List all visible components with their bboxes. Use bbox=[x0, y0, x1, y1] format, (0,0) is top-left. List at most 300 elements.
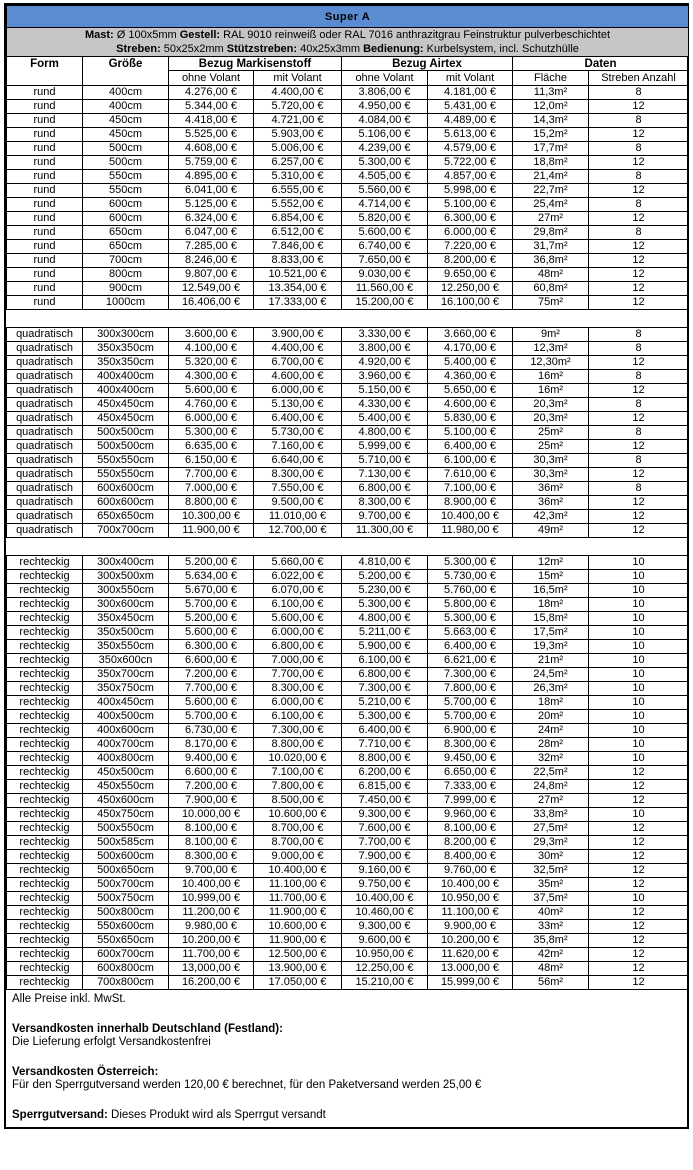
markisenstoff-ohne-volant-cell: 5.700,00 € bbox=[169, 710, 254, 724]
markisenstoff-ohne-volant-cell: 9.807,00 € bbox=[169, 268, 254, 282]
size-cell: 800cm bbox=[83, 268, 169, 282]
column-group-markisenstoff: Bezug Markisenstoff bbox=[169, 57, 342, 71]
airtex-ohne-volant-cell: 4.239,00 € bbox=[342, 142, 428, 156]
markisenstoff-mit-volant-cell: 17.050,00 € bbox=[254, 976, 342, 990]
streben-anzahl-cell: 12 bbox=[589, 212, 689, 226]
streben-anzahl-cell: 12 bbox=[589, 156, 689, 170]
table-row bbox=[7, 384, 689, 398]
airtex-ohne-volant-cell: 7.700,00 € bbox=[342, 836, 428, 850]
streben-anzahl-cell: 8 bbox=[589, 328, 689, 342]
size-cell: 700cm bbox=[83, 254, 169, 268]
airtex-mit-volant-cell: 6.900,00 € bbox=[428, 724, 513, 738]
airtex-mit-volant-cell: 7.610,00 € bbox=[428, 468, 513, 482]
flaeche-cell: 11,3m² bbox=[513, 86, 589, 100]
airtex-mit-volant-cell: 10.400,00 € bbox=[428, 878, 513, 892]
flaeche-cell: 16m² bbox=[513, 370, 589, 384]
streben-anzahl-cell: 12 bbox=[589, 282, 689, 296]
section-gap-row bbox=[7, 538, 689, 556]
airtex-ohne-volant-cell: 9.030,00 € bbox=[342, 268, 428, 282]
markisenstoff-mit-volant-cell: 10.400,00 € bbox=[254, 864, 342, 878]
size-cell: 700x700cm bbox=[83, 524, 169, 538]
size-cell: 450x500cm bbox=[83, 766, 169, 780]
table-row bbox=[7, 962, 689, 976]
size-cell: 300x550cm bbox=[83, 584, 169, 598]
airtex-mit-volant-cell: 6.000,00 € bbox=[428, 226, 513, 240]
airtex-ohne-volant-cell: 4.084,00 € bbox=[342, 114, 428, 128]
airtex-mit-volant-cell: 5.998,00 € bbox=[428, 184, 513, 198]
airtex-mit-volant-cell: 5.663,00 € bbox=[428, 626, 513, 640]
markisenstoff-ohne-volant-cell: 7.000,00 € bbox=[169, 482, 254, 496]
form-cell: quadratisch bbox=[7, 384, 83, 398]
form-cell: rechteckig bbox=[7, 668, 83, 682]
airtex-ohne-volant-cell: 5.211,00 € bbox=[342, 626, 428, 640]
flaeche-cell: 24,8m² bbox=[513, 780, 589, 794]
markisenstoff-mit-volant-cell: 4.400,00 € bbox=[254, 86, 342, 100]
table-row bbox=[7, 934, 689, 948]
airtex-mit-volant-cell: 15.999,00 € bbox=[428, 976, 513, 990]
table-row bbox=[7, 794, 689, 808]
flaeche-cell: 12,3m² bbox=[513, 342, 589, 356]
markisenstoff-ohne-volant-cell: 4.895,00 € bbox=[169, 170, 254, 184]
markisenstoff-ohne-volant-cell: 7.700,00 € bbox=[169, 682, 254, 696]
flaeche-cell: 31,7m² bbox=[513, 240, 589, 254]
streben-anzahl-cell: 10 bbox=[589, 682, 689, 696]
streben-anzahl-cell: 12 bbox=[589, 780, 689, 794]
size-cell: 500x750cm bbox=[83, 892, 169, 906]
markisenstoff-mit-volant-cell: 11.900,00 € bbox=[254, 906, 342, 920]
form-cell: rechteckig bbox=[7, 570, 83, 584]
flaeche-cell: 15,8m² bbox=[513, 612, 589, 626]
airtex-mit-volant-cell: 5.300,00 € bbox=[428, 556, 513, 570]
form-cell: quadratisch bbox=[7, 426, 83, 440]
form-cell: rechteckig bbox=[7, 640, 83, 654]
column-group-airtex: Bezug Airtex bbox=[342, 57, 513, 71]
airtex-ohne-volant-cell: 5.400,00 € bbox=[342, 412, 428, 426]
flaeche-cell: 49m² bbox=[513, 524, 589, 538]
streben-anzahl-cell: 12 bbox=[589, 100, 689, 114]
markisenstoff-mit-volant-cell: 13.900,00 € bbox=[254, 962, 342, 976]
streben-anzahl-cell: 12 bbox=[589, 510, 689, 524]
airtex-mit-volant-cell: 6.650,00 € bbox=[428, 766, 513, 780]
form-cell: rechteckig bbox=[7, 556, 83, 570]
markisenstoff-ohne-volant-cell: 8.300,00 € bbox=[169, 850, 254, 864]
size-cell: 900cm bbox=[83, 282, 169, 296]
airtex-ohne-volant-cell: 9.700,00 € bbox=[342, 510, 428, 524]
airtex-mit-volant-cell: 9.760,00 € bbox=[428, 864, 513, 878]
airtex-mit-volant-cell: 5.431,00 € bbox=[428, 100, 513, 114]
size-cell: 300x300cm bbox=[83, 328, 169, 342]
flaeche-cell: 32,5m² bbox=[513, 864, 589, 878]
airtex-mit-volant-cell: 7.300,00 € bbox=[428, 668, 513, 682]
airtex-ohne-volant-cell: 5.999,00 € bbox=[342, 440, 428, 454]
table-row bbox=[7, 780, 689, 794]
flaeche-cell: 25m² bbox=[513, 426, 589, 440]
flaeche-cell: 33,8m² bbox=[513, 808, 589, 822]
form-cell: rechteckig bbox=[7, 892, 83, 906]
airtex-ohne-volant-cell: 10.460,00 € bbox=[342, 906, 428, 920]
table-row bbox=[7, 142, 689, 156]
airtex-ohne-volant-cell: 9.160,00 € bbox=[342, 864, 428, 878]
airtex-ohne-volant-cell: 8.800,00 € bbox=[342, 752, 428, 766]
flaeche-cell: 35m² bbox=[513, 878, 589, 892]
flaeche-cell: 24,5m² bbox=[513, 668, 589, 682]
airtex-ohne-volant-cell: 9.300,00 € bbox=[342, 920, 428, 934]
markisenstoff-mit-volant-cell: 12.500,00 € bbox=[254, 948, 342, 962]
airtex-ohne-volant-cell: 6.400,00 € bbox=[342, 724, 428, 738]
form-cell: quadratisch bbox=[7, 342, 83, 356]
markisenstoff-mit-volant-cell: 11.100,00 € bbox=[254, 878, 342, 892]
markisenstoff-mit-volant-cell: 6.070,00 € bbox=[254, 584, 342, 598]
table-row bbox=[7, 570, 689, 584]
table-row bbox=[7, 976, 689, 990]
markisenstoff-mit-volant-cell: 7.550,00 € bbox=[254, 482, 342, 496]
flaeche-cell: 75m² bbox=[513, 296, 589, 310]
markisenstoff-ohne-volant-cell: 11.900,00 € bbox=[169, 524, 254, 538]
size-cell: 650cm bbox=[83, 240, 169, 254]
markisenstoff-ohne-volant-cell: 7.200,00 € bbox=[169, 780, 254, 794]
size-cell: 500x500cm bbox=[83, 426, 169, 440]
markisenstoff-ohne-volant-cell: 6.041,00 € bbox=[169, 184, 254, 198]
flaeche-cell: 12,30m² bbox=[513, 356, 589, 370]
form-cell: rechteckig bbox=[7, 584, 83, 598]
table-row bbox=[7, 836, 689, 850]
table-row bbox=[7, 356, 689, 370]
markisenstoff-ohne-volant-cell: 3.600,00 € bbox=[169, 328, 254, 342]
size-cell: 600x600cm bbox=[83, 496, 169, 510]
airtex-ohne-volant-cell: 5.560,00 € bbox=[342, 184, 428, 198]
streben-anzahl-cell: 12 bbox=[589, 948, 689, 962]
markisenstoff-mit-volant-cell: 13.354,00 € bbox=[254, 282, 342, 296]
form-cell: rechteckig bbox=[7, 948, 83, 962]
airtex-mit-volant-cell: 7.333,00 € bbox=[428, 780, 513, 794]
table-row bbox=[7, 398, 689, 412]
title-row bbox=[7, 6, 689, 28]
table-row bbox=[7, 948, 689, 962]
table-row bbox=[7, 654, 689, 668]
airtex-mit-volant-cell: 4.600,00 € bbox=[428, 398, 513, 412]
markisenstoff-ohne-volant-cell: 6.000,00 € bbox=[169, 412, 254, 426]
size-cell: 300x500xm bbox=[83, 570, 169, 584]
airtex-mit-volant-cell: 11.100,00 € bbox=[428, 906, 513, 920]
flaeche-cell: 12m² bbox=[513, 556, 589, 570]
markisenstoff-ohne-volant-cell: 4.300,00 € bbox=[169, 370, 254, 384]
markisenstoff-ohne-volant-cell: 6.324,00 € bbox=[169, 212, 254, 226]
size-cell: 500x550cm bbox=[83, 822, 169, 836]
airtex-mit-volant-cell: 8.100,00 € bbox=[428, 822, 513, 836]
form-cell: rechteckig bbox=[7, 766, 83, 780]
table-row bbox=[7, 556, 689, 570]
size-cell: 400x600cm bbox=[83, 724, 169, 738]
markisenstoff-mit-volant-cell: 7.300,00 € bbox=[254, 724, 342, 738]
size-cell: 350x750cm bbox=[83, 682, 169, 696]
streben-anzahl-cell: 10 bbox=[589, 640, 689, 654]
flaeche-cell: 25,4m² bbox=[513, 198, 589, 212]
streben-anzahl-cell: 12 bbox=[589, 254, 689, 268]
form-cell: rechteckig bbox=[7, 780, 83, 794]
airtex-mit-volant-cell: 4.579,00 € bbox=[428, 142, 513, 156]
streben-anzahl-cell: 8 bbox=[589, 370, 689, 384]
flaeche-cell: 27,5m² bbox=[513, 822, 589, 836]
markisenstoff-mit-volant-cell: 5.130,00 € bbox=[254, 398, 342, 412]
size-cell: 450x600cm bbox=[83, 794, 169, 808]
airtex-mit-volant-cell: 5.300,00 € bbox=[428, 612, 513, 626]
flaeche-cell: 20m² bbox=[513, 710, 589, 724]
markisenstoff-ohne-volant-cell: 10.200,00 € bbox=[169, 934, 254, 948]
size-cell: 350x450cm bbox=[83, 612, 169, 626]
streben-anzahl-cell: 12 bbox=[589, 240, 689, 254]
streben-anzahl-cell: 8 bbox=[589, 86, 689, 100]
streben-anzahl-cell: 8 bbox=[589, 170, 689, 184]
markisenstoff-mit-volant-cell: 7.000,00 € bbox=[254, 654, 342, 668]
flaeche-cell: 22,5m² bbox=[513, 766, 589, 780]
markisenstoff-ohne-volant-cell: 16.406,00 € bbox=[169, 296, 254, 310]
table-row bbox=[7, 226, 689, 240]
table-body bbox=[7, 86, 689, 990]
flaeche-cell: 20,3m² bbox=[513, 412, 589, 426]
flaeche-cell: 15m² bbox=[513, 570, 589, 584]
airtex-mit-volant-cell: 6.300,00 € bbox=[428, 212, 513, 226]
size-cell: 600x600cm bbox=[83, 482, 169, 496]
flaeche-cell: 30m² bbox=[513, 850, 589, 864]
airtex-ohne-volant-cell: 5.300,00 € bbox=[342, 156, 428, 170]
airtex-ohne-volant-cell: 6.800,00 € bbox=[342, 482, 428, 496]
markisenstoff-mit-volant-cell: 5.600,00 € bbox=[254, 612, 342, 626]
table-row bbox=[7, 496, 689, 510]
streben-anzahl-cell: 12 bbox=[589, 184, 689, 198]
flaeche-cell: 16,5m² bbox=[513, 584, 589, 598]
markisenstoff-ohne-volant-cell: 6.730,00 € bbox=[169, 724, 254, 738]
size-cell: 450x550cm bbox=[83, 780, 169, 794]
airtex-mit-volant-cell: 8.200,00 € bbox=[428, 254, 513, 268]
column-header-form: Form bbox=[7, 57, 83, 86]
markisenstoff-mit-volant-cell: 4.721,00 € bbox=[254, 114, 342, 128]
table-row bbox=[7, 86, 689, 100]
size-cell: 350x350cm bbox=[83, 356, 169, 370]
table-row bbox=[7, 412, 689, 426]
flaeche-cell: 18,8m² bbox=[513, 156, 589, 170]
airtex-ohne-volant-cell: 9.600,00 € bbox=[342, 934, 428, 948]
flaeche-cell: 24m² bbox=[513, 724, 589, 738]
form-cell: rechteckig bbox=[7, 612, 83, 626]
streben-anzahl-cell: 8 bbox=[589, 454, 689, 468]
markisenstoff-ohne-volant-cell: 8.800,00 € bbox=[169, 496, 254, 510]
size-cell: 500x500cm bbox=[83, 440, 169, 454]
form-cell: rund bbox=[7, 254, 83, 268]
size-cell: 400x800cm bbox=[83, 752, 169, 766]
airtex-mit-volant-cell: 8.200,00 € bbox=[428, 836, 513, 850]
airtex-ohne-volant-cell: 7.710,00 € bbox=[342, 738, 428, 752]
size-cell: 400x700cm bbox=[83, 738, 169, 752]
airtex-ohne-volant-cell: 12.250,00 € bbox=[342, 962, 428, 976]
airtex-ohne-volant-cell: 5.210,00 € bbox=[342, 696, 428, 710]
flaeche-cell: 36m² bbox=[513, 482, 589, 496]
table-row bbox=[7, 668, 689, 682]
airtex-mit-volant-cell: 5.100,00 € bbox=[428, 198, 513, 212]
size-cell: 550cm bbox=[83, 170, 169, 184]
markisenstoff-ohne-volant-cell: 8.100,00 € bbox=[169, 836, 254, 850]
markisenstoff-mit-volant-cell: 7.700,00 € bbox=[254, 668, 342, 682]
airtex-mit-volant-cell: 3.660,00 € bbox=[428, 328, 513, 342]
size-cell: 400cm bbox=[83, 100, 169, 114]
table-row bbox=[7, 268, 689, 282]
markisenstoff-mit-volant-cell: 4.600,00 € bbox=[254, 370, 342, 384]
table-row bbox=[7, 370, 689, 384]
markisenstoff-ohne-volant-cell: 7.900,00 € bbox=[169, 794, 254, 808]
airtex-mit-volant-cell: 4.360,00 € bbox=[428, 370, 513, 384]
form-cell: rechteckig bbox=[7, 682, 83, 696]
markisenstoff-mit-volant-cell: 11.700,00 € bbox=[254, 892, 342, 906]
airtex-mit-volant-cell: 5.613,00 € bbox=[428, 128, 513, 142]
markisenstoff-ohne-volant-cell: 12.549,00 € bbox=[169, 282, 254, 296]
form-cell: quadratisch bbox=[7, 328, 83, 342]
table-row bbox=[7, 598, 689, 612]
markisenstoff-mit-volant-cell: 6.700,00 € bbox=[254, 356, 342, 370]
shipping-austria-heading: Versandkosten Österreich: bbox=[12, 1066, 159, 1078]
size-cell: 450x750cm bbox=[83, 808, 169, 822]
shipping-germany-block bbox=[12, 1023, 679, 1049]
airtex-ohne-volant-cell: 6.800,00 € bbox=[342, 668, 428, 682]
airtex-mit-volant-cell: 9.960,00 € bbox=[428, 808, 513, 822]
markisenstoff-mit-volant-cell: 6.000,00 € bbox=[254, 626, 342, 640]
streben-anzahl-cell: 12 bbox=[589, 962, 689, 976]
airtex-ohne-volant-cell: 9.300,00 € bbox=[342, 808, 428, 822]
streben-anzahl-cell: 10 bbox=[589, 570, 689, 584]
column-header-flaeche: Fläche bbox=[513, 71, 589, 86]
spec-line-mast: Mast: Ø 100x5mm Gestell: RAL 9010 reinweiß oder RAL 7016 anthrazitgrau Feinstruktur pulverbeschichtet bbox=[84, 29, 611, 41]
streben-anzahl-cell: 12 bbox=[589, 128, 689, 142]
flaeche-cell: 60,8m² bbox=[513, 282, 589, 296]
spec-line-streben: Streben: 50x25x2mm Stützstreben: 40x25x3mm Bedienung: Kurbelsystem, incl. Schutzhülle bbox=[116, 43, 579, 55]
section-gap-row bbox=[7, 310, 689, 328]
form-cell: rund bbox=[7, 198, 83, 212]
markisenstoff-ohne-volant-cell: 5.600,00 € bbox=[169, 626, 254, 640]
form-cell: quadratisch bbox=[7, 524, 83, 538]
airtex-mit-volant-cell: 5.400,00 € bbox=[428, 356, 513, 370]
markisenstoff-ohne-volant-cell: 6.047,00 € bbox=[169, 226, 254, 240]
airtex-ohne-volant-cell: 5.300,00 € bbox=[342, 710, 428, 724]
airtex-ohne-volant-cell: 4.330,00 € bbox=[342, 398, 428, 412]
price-sheet bbox=[4, 3, 689, 1129]
markisenstoff-mit-volant-cell: 6.000,00 € bbox=[254, 696, 342, 710]
markisenstoff-ohne-volant-cell: 6.635,00 € bbox=[169, 440, 254, 454]
airtex-mit-volant-cell: 9.650,00 € bbox=[428, 268, 513, 282]
airtex-ohne-volant-cell: 4.950,00 € bbox=[342, 100, 428, 114]
streben-anzahl-cell: 12 bbox=[589, 766, 689, 780]
airtex-ohne-volant-cell: 7.600,00 € bbox=[342, 822, 428, 836]
table-row bbox=[7, 198, 689, 212]
form-cell: rund bbox=[7, 296, 83, 310]
markisenstoff-mit-volant-cell: 10.020,00 € bbox=[254, 752, 342, 766]
table-row bbox=[7, 184, 689, 198]
size-cell: 400x500cm bbox=[83, 710, 169, 724]
form-cell: rechteckig bbox=[7, 920, 83, 934]
shipping-germany-body: Die Lieferung erfolgt Versandkostenfrei bbox=[12, 1036, 211, 1048]
size-cell: 500x700cm bbox=[83, 878, 169, 892]
markisenstoff-mit-volant-cell: 7.100,00 € bbox=[254, 766, 342, 780]
sperrgut-heading: Sperrgutversand: bbox=[12, 1109, 108, 1121]
markisenstoff-ohne-volant-cell: 7.200,00 € bbox=[169, 668, 254, 682]
markisenstoff-ohne-volant-cell: 10.400,00 € bbox=[169, 878, 254, 892]
flaeche-cell: 28m² bbox=[513, 738, 589, 752]
markisenstoff-ohne-volant-cell: 7.700,00 € bbox=[169, 468, 254, 482]
form-cell: rechteckig bbox=[7, 808, 83, 822]
airtex-mit-volant-cell: 16.100,00 € bbox=[428, 296, 513, 310]
markisenstoff-mit-volant-cell: 5.903,00 € bbox=[254, 128, 342, 142]
markisenstoff-mit-volant-cell: 11.010,00 € bbox=[254, 510, 342, 524]
page-title: Super A bbox=[7, 6, 689, 28]
airtex-ohne-volant-cell: 8.300,00 € bbox=[342, 496, 428, 510]
form-cell: quadratisch bbox=[7, 482, 83, 496]
airtex-ohne-volant-cell: 6.200,00 € bbox=[342, 766, 428, 780]
streben-anzahl-cell: 8 bbox=[589, 482, 689, 496]
markisenstoff-ohne-volant-cell: 11.700,00 € bbox=[169, 948, 254, 962]
markisenstoff-mit-volant-cell: 8.300,00 € bbox=[254, 682, 342, 696]
streben-anzahl-cell: 8 bbox=[589, 226, 689, 240]
flaeche-cell: 56m² bbox=[513, 976, 589, 990]
airtex-ohne-volant-cell: 4.800,00 € bbox=[342, 426, 428, 440]
flaeche-cell: 22,7m² bbox=[513, 184, 589, 198]
airtex-ohne-volant-cell: 5.230,00 € bbox=[342, 584, 428, 598]
flaeche-cell: 21,4m² bbox=[513, 170, 589, 184]
table-row bbox=[7, 906, 689, 920]
form-cell: rechteckig bbox=[7, 822, 83, 836]
airtex-ohne-volant-cell: 3.960,00 € bbox=[342, 370, 428, 384]
airtex-ohne-volant-cell: 7.450,00 € bbox=[342, 794, 428, 808]
markisenstoff-ohne-volant-cell: 5.344,00 € bbox=[169, 100, 254, 114]
form-cell: rechteckig bbox=[7, 696, 83, 710]
table-row bbox=[7, 212, 689, 226]
spec-row bbox=[7, 28, 689, 57]
streben-anzahl-cell: 10 bbox=[589, 808, 689, 822]
form-cell: quadratisch bbox=[7, 356, 83, 370]
airtex-mit-volant-cell: 11.620,00 € bbox=[428, 948, 513, 962]
airtex-mit-volant-cell: 4.489,00 € bbox=[428, 114, 513, 128]
markisenstoff-mit-volant-cell: 6.512,00 € bbox=[254, 226, 342, 240]
column-header-airtex-mit-volant: mit Volant bbox=[428, 71, 513, 86]
airtex-mit-volant-cell: 10.200,00 € bbox=[428, 934, 513, 948]
markisenstoff-ohne-volant-cell: 10.300,00 € bbox=[169, 510, 254, 524]
markisenstoff-mit-volant-cell: 5.310,00 € bbox=[254, 170, 342, 184]
size-cell: 650cm bbox=[83, 226, 169, 240]
shipping-austria-body: Für den Sperrgutversand werden 120,00 € berechnet, für den Paketversand werden 25,00 € bbox=[12, 1079, 482, 1091]
airtex-mit-volant-cell: 4.857,00 € bbox=[428, 170, 513, 184]
markisenstoff-mit-volant-cell: 7.846,00 € bbox=[254, 240, 342, 254]
markisenstoff-ohne-volant-cell: 5.634,00 € bbox=[169, 570, 254, 584]
airtex-ohne-volant-cell: 10.950,00 € bbox=[342, 948, 428, 962]
flaeche-cell: 17,7m² bbox=[513, 142, 589, 156]
streben-anzahl-cell: 10 bbox=[589, 696, 689, 710]
streben-anzahl-cell: 10 bbox=[589, 598, 689, 612]
size-cell: 500x585cm bbox=[83, 836, 169, 850]
table-row bbox=[7, 282, 689, 296]
table-row bbox=[7, 114, 689, 128]
markisenstoff-ohne-volant-cell: 8.246,00 € bbox=[169, 254, 254, 268]
form-cell: rund bbox=[7, 240, 83, 254]
form-cell: rund bbox=[7, 170, 83, 184]
streben-anzahl-cell: 12 bbox=[589, 496, 689, 510]
streben-anzahl-cell: 10 bbox=[589, 626, 689, 640]
flaeche-cell: 29,8m² bbox=[513, 226, 589, 240]
flaeche-cell: 42,3m² bbox=[513, 510, 589, 524]
markisenstoff-mit-volant-cell: 11.900,00 € bbox=[254, 934, 342, 948]
table-row bbox=[7, 482, 689, 496]
form-cell: rund bbox=[7, 282, 83, 296]
table-row bbox=[7, 342, 689, 356]
table-row bbox=[7, 920, 689, 934]
markisenstoff-mit-volant-cell: 6.555,00 € bbox=[254, 184, 342, 198]
flaeche-cell: 35,8m² bbox=[513, 934, 589, 948]
size-cell: 500x800cm bbox=[83, 906, 169, 920]
